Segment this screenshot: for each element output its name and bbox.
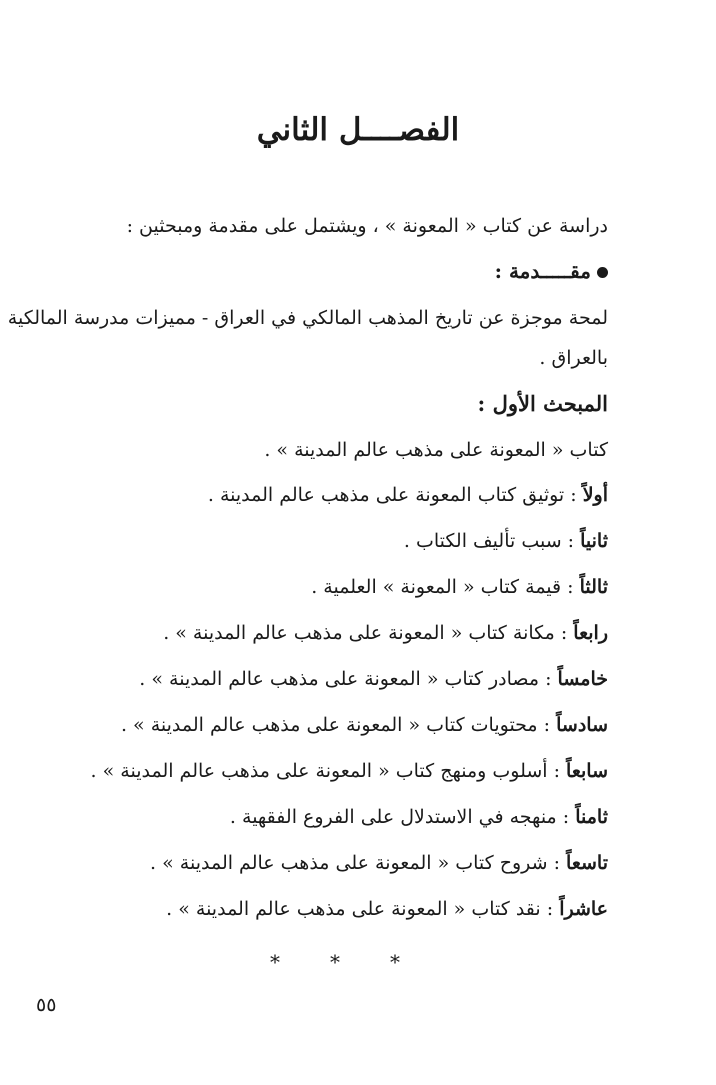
list-item-label: خامساً — [557, 668, 608, 690]
list-item — [139, 665, 608, 693]
list-item-label: ثامناً — [575, 806, 608, 828]
introduction-description-line-2: بالعراق . — [539, 347, 608, 369]
list-item-label: تاسعاً — [566, 852, 608, 874]
bullet-icon — [597, 267, 608, 278]
list-item-text: : توثيق كتاب المعونة على مذهب عالم المدينة . — [207, 484, 583, 506]
list-item-text: : أسلوب ومنهج كتاب « المعونة على مذهب عالم المدينة » . — [90, 760, 567, 782]
list-item-label: سادساً — [556, 714, 608, 736]
introduction-heading — [495, 257, 608, 285]
list-item — [91, 757, 608, 785]
introduction-heading-text: مقـــــدمة : — [494, 259, 591, 283]
list-item-label: رابعاً — [573, 622, 608, 644]
list-item-label: ثانياً — [580, 530, 608, 552]
asterisk-icon: * — [390, 950, 400, 974]
list-item — [150, 849, 608, 877]
introduction-description-line-1: لمحة موجزة عن تاريخ المذهب المالكي في العراق - مميزات مدرسة المالكية — [7, 307, 608, 329]
chapter-title: الفصــــل الثاني — [256, 112, 460, 148]
list-item — [230, 803, 608, 831]
list-item — [121, 711, 608, 739]
list-item-text: : قيمة كتاب « المعونة » العلمية . — [311, 576, 580, 598]
section-heading: المبحث الأول : — [477, 391, 608, 416]
list-item-label: عاشراً — [559, 898, 608, 920]
section-divider — [270, 950, 400, 974]
list-item-text: : شروح كتاب « المعونة على مذهب عالم المدينة » . — [150, 852, 567, 874]
chapter-intro: دراسة عن كتاب « المعونة » ، ويشتمل على مقدمة ومبحثين : — [126, 215, 608, 237]
list-item-text: : محتويات كتاب « المعونة على مذهب عالم المدينة » . — [120, 714, 557, 736]
list-item-label: ثالثاً — [579, 576, 608, 598]
list-item-label: أولاً — [582, 484, 608, 506]
list-item-label: سابعاً — [566, 760, 608, 782]
list-item — [208, 481, 608, 509]
page-number: ٥٥ — [36, 994, 57, 1016]
list-item — [166, 895, 608, 923]
list-item-text: : سبب تأليف الكتاب . — [403, 530, 581, 552]
list-item-text: : مكانة كتاب « المعونة على مذهب عالم المدينة » . — [163, 622, 574, 644]
list-item-text: : منهجه في الاستدلال على الفروع الفقهية . — [229, 806, 576, 828]
list-item — [404, 527, 608, 555]
list-item — [311, 573, 608, 601]
list-item-text: : مصادر كتاب « المعونة على مذهب عالم المدينة » . — [139, 668, 558, 690]
asterisk-icon: * — [270, 950, 280, 974]
asterisk-icon: * — [330, 950, 340, 974]
list-item — [163, 619, 608, 647]
list-item-text: : نقد كتاب « المعونة على مذهب عالم المدينة » . — [166, 898, 560, 920]
book-title-line: كتاب « المعونة على مذهب عالم المدينة » . — [264, 439, 608, 461]
